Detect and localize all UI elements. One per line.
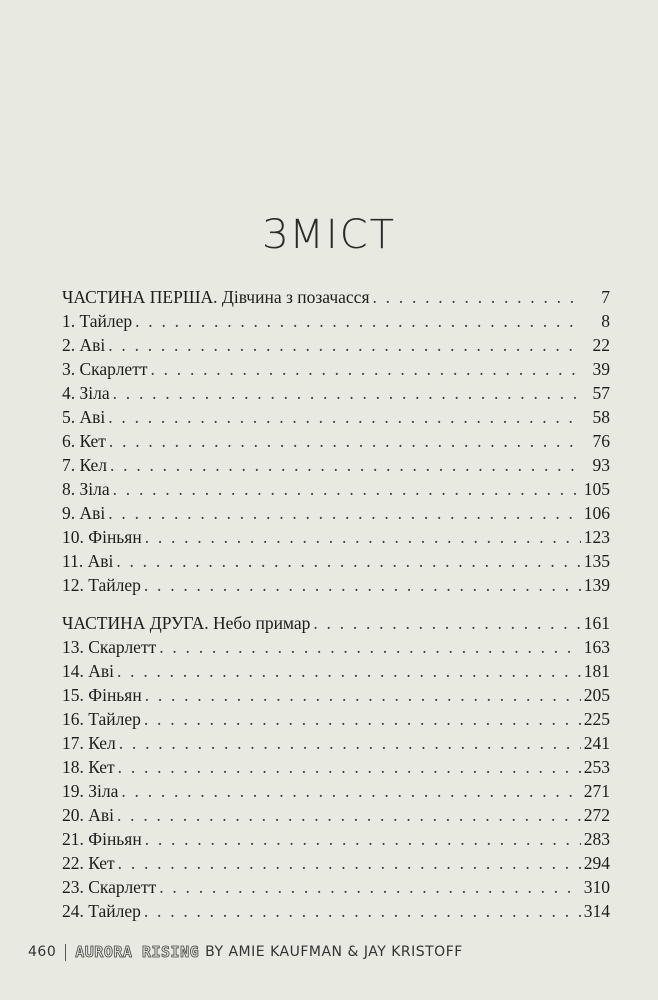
toc-entry: [62, 803, 610, 827]
toc-entry-label: 12. Тайлер: [62, 575, 141, 595]
toc-entry-label: 18. Кет: [62, 757, 115, 777]
toc-entry: [62, 827, 610, 851]
toc-entry-page: 106: [583, 503, 610, 523]
toc-entry: [62, 309, 610, 333]
toc-entry-label: 19. Зіла: [62, 781, 119, 801]
footer-divider: [65, 944, 66, 961]
toc-leader-dots: [108, 501, 580, 525]
toc-leader-dots: [145, 683, 581, 707]
toc-entry: [62, 707, 610, 731]
toc-entry-page: 161: [583, 613, 610, 633]
toc-entry-page: 314: [583, 901, 610, 921]
toc-entry-label: 14. Аві: [62, 661, 115, 681]
toc-entry: [62, 357, 610, 381]
toc-leader-dots: [117, 803, 581, 827]
toc-entry: [62, 405, 610, 429]
toc-leader-dots: [118, 755, 581, 779]
toc-entry-page: 253: [583, 757, 610, 777]
toc-entry-label: 2. Аві: [62, 335, 106, 355]
toc-entry-page: 58: [592, 407, 610, 427]
toc-entry: [62, 477, 610, 501]
footer-page-number: 460: [28, 944, 57, 960]
toc-leader-dots: [313, 611, 580, 635]
toc-leader-dots: [121, 779, 580, 803]
toc-entry-label: 21. Фіньян: [62, 829, 142, 849]
toc-leader-dots: [113, 381, 581, 405]
toc-leader-dots: [144, 707, 581, 731]
toc-entry-page: 272: [583, 805, 610, 825]
toc-entry-page: 294: [583, 853, 610, 873]
toc-entry-page: 181: [583, 661, 610, 681]
toc-entry-page: 105: [583, 479, 610, 499]
toc-leader-dots: [159, 635, 581, 659]
toc-entry-label: 4. Зіла: [62, 383, 110, 403]
toc-entry: [62, 525, 610, 549]
toc-entry-page: 205: [583, 685, 610, 705]
toc-entry: [62, 429, 610, 453]
toc-leader-dots: [135, 309, 581, 333]
toc-entry: [62, 453, 610, 477]
toc-entry: [62, 731, 610, 755]
toc-leader-dots: [145, 827, 581, 851]
toc-leader-dots: [117, 659, 581, 683]
toc-leader-dots: [119, 731, 581, 755]
toc-entry: [62, 549, 610, 573]
toc-entry: [62, 779, 610, 803]
footer-byline: BY AMIE KAUFMAN & JAY KRISTOFF: [205, 944, 463, 960]
toc-entry: [62, 635, 610, 659]
toc-leader-dots: [108, 333, 581, 357]
toc-entry: [62, 659, 610, 683]
toc-entry-page: 225: [583, 709, 610, 729]
toc-entry-label: 20. Аві: [62, 805, 115, 825]
toc-entry-label: 11. Аві: [62, 551, 114, 571]
toc-entry-page: 135: [583, 551, 610, 571]
toc-entry-label: 6. Кет: [62, 431, 106, 451]
toc-entry-label: 13. Скарлетт: [62, 637, 157, 657]
toc-entry-label: 17. Кел: [62, 733, 116, 753]
toc-part-1: [62, 285, 610, 597]
toc-entry-label: 16. Тайлер: [62, 709, 141, 729]
toc-entry-page: 271: [583, 781, 610, 801]
toc-part-heading: [62, 611, 610, 635]
toc-entry-page: 39: [592, 359, 610, 379]
toc-entry: [62, 851, 610, 875]
toc-leader-dots: [144, 899, 581, 923]
toc-entry-page: 139: [583, 575, 610, 595]
toc-entry-label: 3. Скарлетт: [62, 359, 148, 379]
toc-leader-dots: [116, 549, 580, 573]
toc-entry-label: 9. Аві: [62, 503, 106, 523]
toc-leader-dots: [109, 429, 581, 453]
toc-entry-page: 8: [601, 311, 610, 331]
toc-entry-label: 5. Аві: [62, 407, 106, 427]
toc-entry-page: 163: [583, 637, 610, 657]
toc-leader-dots: [145, 525, 581, 549]
toc-leader-dots: [113, 477, 581, 501]
toc-entry-page: 76: [592, 431, 610, 451]
table-of-contents: [62, 285, 610, 925]
toc-entry-page: 123: [583, 527, 610, 547]
toc-leader-dots: [151, 357, 582, 381]
toc-entry-label: 24. Тайлер: [62, 901, 141, 921]
toc-entry-page: 283: [583, 829, 610, 849]
toc-entry-label: 23. Скарлетт: [62, 877, 157, 897]
toc-entry-label: 10. Фіньян: [62, 527, 142, 547]
toc-leader-dots: [118, 851, 581, 875]
toc-entry: [62, 333, 610, 357]
toc-entry-label: 15. Фіньян: [62, 685, 142, 705]
toc-leader-dots: [373, 285, 582, 309]
toc-entry: [62, 381, 610, 405]
toc-entry: [62, 875, 610, 899]
toc-entry-page: 7: [601, 287, 610, 307]
toc-entry-label: ЧАСТИНА ПЕРША. Дівчина з позачасся: [62, 287, 370, 307]
toc-entry-label: 8. Зіла: [62, 479, 110, 499]
toc-entry-page: 241: [583, 733, 610, 753]
toc-entry-label: 7. Кел: [62, 455, 108, 475]
toc-entry: [62, 501, 610, 525]
toc-entry: [62, 573, 610, 597]
toc-entry-page: 310: [583, 877, 610, 897]
toc-part-heading: [62, 285, 610, 309]
toc-entry: [62, 683, 610, 707]
toc-leader-dots: [144, 573, 581, 597]
footer-book-title: AURORA RISING: [75, 943, 200, 961]
toc-entry-label: 22. Кет: [62, 853, 115, 873]
page-footer: [28, 943, 463, 961]
toc-entry-page: 93: [592, 455, 610, 475]
toc-entry-page: 57: [592, 383, 610, 403]
toc-entry: [62, 899, 610, 923]
toc-entry: [62, 755, 610, 779]
toc-leader-dots: [159, 875, 581, 899]
toc-entry-page: 22: [592, 335, 610, 355]
toc-part-2: [62, 611, 610, 923]
page-title: ЗМІСТ: [261, 212, 397, 258]
toc-entry-label: 1. Тайлер: [62, 311, 133, 331]
toc-entry-label: ЧАСТИНА ДРУГА. Небо примар: [62, 613, 311, 633]
toc-leader-dots: [110, 453, 581, 477]
toc-leader-dots: [108, 405, 581, 429]
